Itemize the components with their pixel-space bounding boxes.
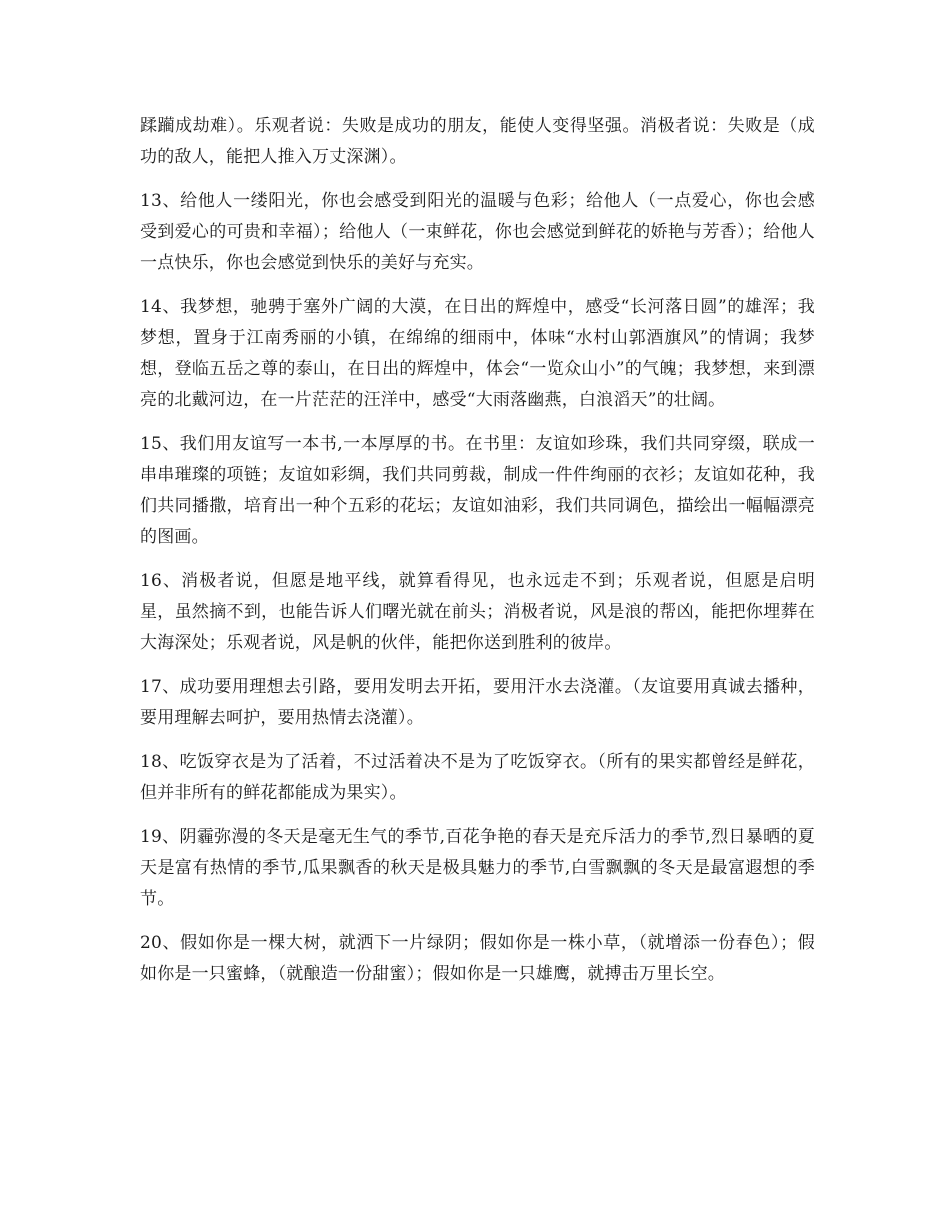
paragraph-13: 13、给他人一缕阳光，你也会感受到阳光的温暖与色彩；给他人（一点爱心，你也会感受到爱心的可贵和幸福）；给他人（一束鲜花，你也会感觉到鲜花的娇艳与芳香）；给他人一点快乐，你也会感觉到快乐的美好与充实。 [140,191,815,273]
document-body [140,111,815,1003]
paragraph-continued-12: 蹂躏成劫难）。乐观者说：失败是成功的朋友，能使人变得坚强。消极者说：失败是（成功的敌人，能把人推入万丈深渊）。 [140,116,815,167]
paragraph-15: 15、我们用友谊写一本书,一本厚厚的书。在书里：友谊如珍珠，我们共同穿缀，联成一串串璀璨的项链；友谊如彩绸，我们共同剪裁，制成一件件绚丽的衣衫；友谊如花种，我们共同播撒，培育出一种个五彩的花坛；友谊如油彩，我们共同调色，描绘出一幅幅漂亮的图画。 [140,434,815,547]
paragraph-20: 20、假如你是一棵大树，就洒下一片绿阴；假如你是一株小草，（就增添一份春色）；假如你是一只蜜蜂，（就酿造一份甜蜜）；假如你是一只雄鹰，就搏击万里长空。 [140,933,815,984]
paragraph-16: 16、消极者说，但愿是地平线，就算看得见，也永远走不到；乐观者说，但愿是启明星，虽然摘不到，也能告诉人们曙光就在前头；消极者说，风是浪的帮凶，能把你埋葬在大海深处；乐观者说，风是帆的伙伴，能把你送到胜利的彼岸。 [140,571,815,653]
paragraph-19: 19、阴霾弥漫的冬天是毫无生气的季节,百花争艳的春天是充斥活力的季节,烈日暴晒的夏天是富有热情的季节,瓜果飘香的秋天是极具魅力的季节,白雪飘飘的冬天是最富遐想的季节。 [140,827,815,909]
paragraph-18: 18、吃饭穿衣是为了活着，不过活着决不是为了吃饭穿衣。（所有的果实都曾经是鲜花，但并非所有的鲜花都能成为果实）。 [140,752,815,803]
paragraph-14: 14、我梦想，驰骋于塞外广阔的大漠，在日出的辉煌中，感受“长河落日圆”的雄浑；我梦想，置身于江南秀丽的小镇，在绵绵的细雨中，体味“水村山郭酒旗风”的情调；我梦想，登临五岳之尊的泰山，在日出的辉煌中，体会“一览众山小”的气魄；我梦想，来到漂亮的北戴河边，在一片茫茫的汪洋中，感受“大雨落幽燕，白浪滔天”的壮阔。 [140,297,815,410]
paragraph-17: 17、成功要用理想去引路，要用发明去开拓，要用汗水去浇灌。（友谊要用真诚去播种，要用理解去呵护，要用热情去浇灌）。 [140,677,815,728]
